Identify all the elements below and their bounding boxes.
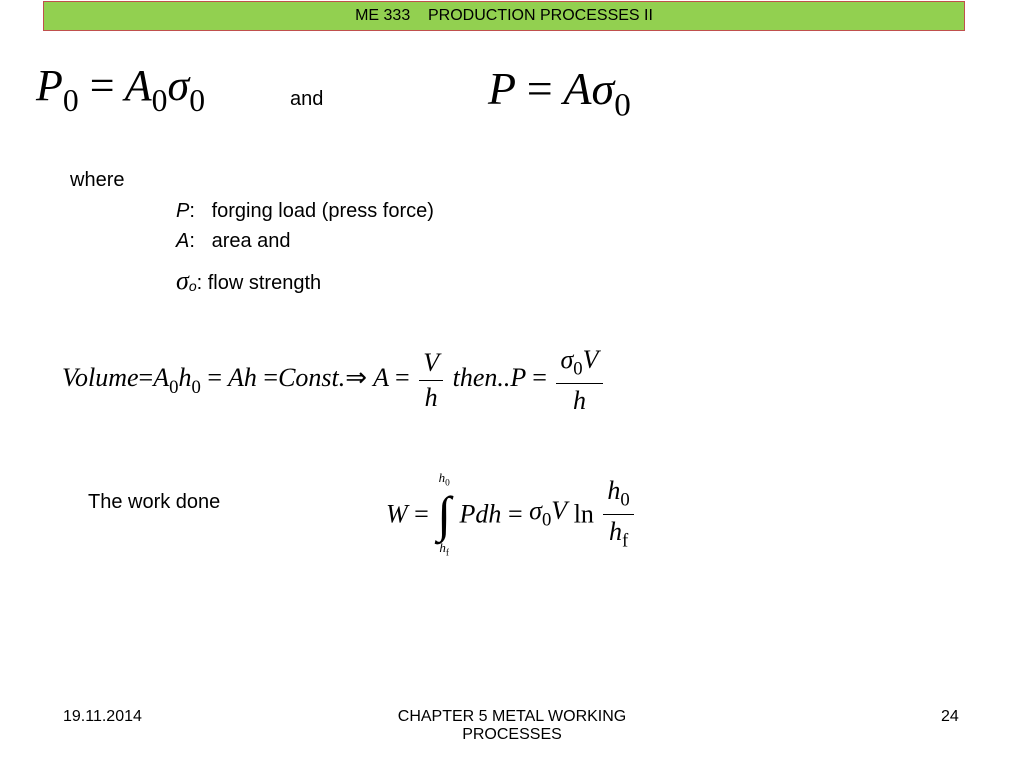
work-done-label: The work done (88, 491, 221, 513)
footer-chapter: CHAPTER 5 METAL WORKING PROCESSES (397, 708, 627, 743)
footer-page-number: 24 (941, 708, 959, 725)
definition-sigma: σo: flow strength (176, 266, 322, 295)
header-bar (43, 1, 965, 31)
header-title: ME 333 PRODUCTION PROCESSES II (355, 7, 653, 24)
definition-p: P: forging load (press force) (176, 200, 434, 222)
definition-a: A: area and (176, 230, 291, 252)
where-label: where (70, 169, 125, 191)
equation-p: $P = A\sigma_0$ (488, 63, 631, 124)
footer-date: 19.11.2014 (63, 708, 142, 725)
work-equation: W = $h_0$ ∫ $h_f$ Pdh = $\sigma_0V$ ln $\frac{h_0}{h_f}$ (386, 470, 637, 559)
and-connector: and (290, 88, 324, 110)
volume-equation: $Volume=A_0h_0 = Ah$ =Const.⇒ A = $\frac{V}{h}$ then..P = $\frac{\sigma_0V}{h}$ (62, 345, 606, 416)
equation-p0: $P_0 = A_0\sigma_0$ (36, 61, 206, 119)
